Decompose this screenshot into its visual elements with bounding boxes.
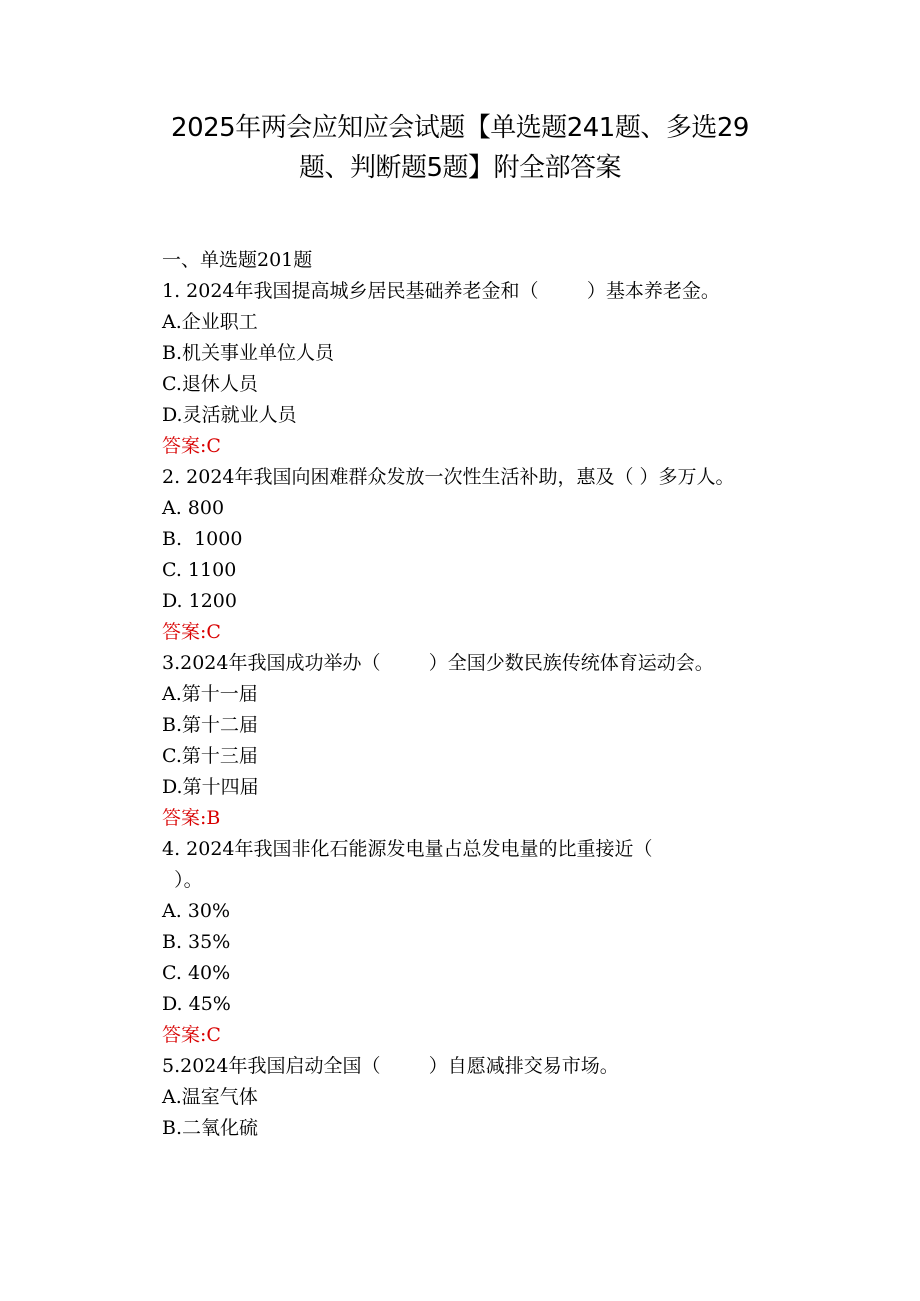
question-stem: 5.2024年我国启动全国（ ）自愿减排交易市场。	[162, 1055, 619, 1077]
option-a: A.第十一届	[162, 683, 258, 705]
option-a: A. 800	[162, 497, 225, 519]
option-a: A.温室气体	[162, 1086, 258, 1108]
answer-label: 答案:C	[162, 621, 221, 643]
option-a: A.企业职工	[162, 311, 258, 333]
answer-label: 答案:C	[162, 1024, 221, 1046]
option-c: C.退休人员	[162, 373, 258, 395]
section-heading: 一、单选题201题	[162, 249, 313, 271]
question-stem: 2. 2024年我国向困难群众发放一次性生活补助，惠及（ ）多万人。	[162, 466, 735, 488]
answer-label: 答案:B	[162, 807, 221, 829]
option-b: B.机关事业单位人员	[162, 342, 335, 364]
option-d: D. 45%	[162, 993, 231, 1015]
question-stem: 4. 2024年我国非化石能源发电量占总发电量的比重接近（	[162, 838, 653, 860]
option-c: C.第十三届	[162, 745, 258, 767]
option-b: B. 1000	[162, 528, 243, 550]
option-b: B.第十二届	[162, 714, 259, 736]
option-b: B.二氧化硫	[162, 1117, 259, 1139]
option-c: C. 40%	[162, 962, 231, 984]
option-d: D. 1200	[162, 590, 237, 612]
question-stem: 1. 2024年我国提高城乡居民基础养老金和（ ）基本养老金。	[162, 280, 720, 302]
question-stem-continued: ）。	[162, 869, 203, 891]
option-a: A. 30%	[162, 900, 231, 922]
question-list	[136, 245, 786, 1144]
question-stem: 3.2024年我国成功举办（ ）全国少数民族传统体育运动会。	[162, 652, 714, 674]
option-c: C. 1100	[162, 559, 237, 581]
option-d: D.第十四届	[162, 776, 259, 798]
option-d: D.灵活就业人员	[162, 404, 297, 426]
option-b: B. 35%	[162, 931, 231, 953]
answer-label: 答案:C	[162, 435, 221, 457]
document-title: 2025年两会应知应会试题【单选题241题、多选29 题、判断题5题】附全部答案	[171, 113, 749, 183]
